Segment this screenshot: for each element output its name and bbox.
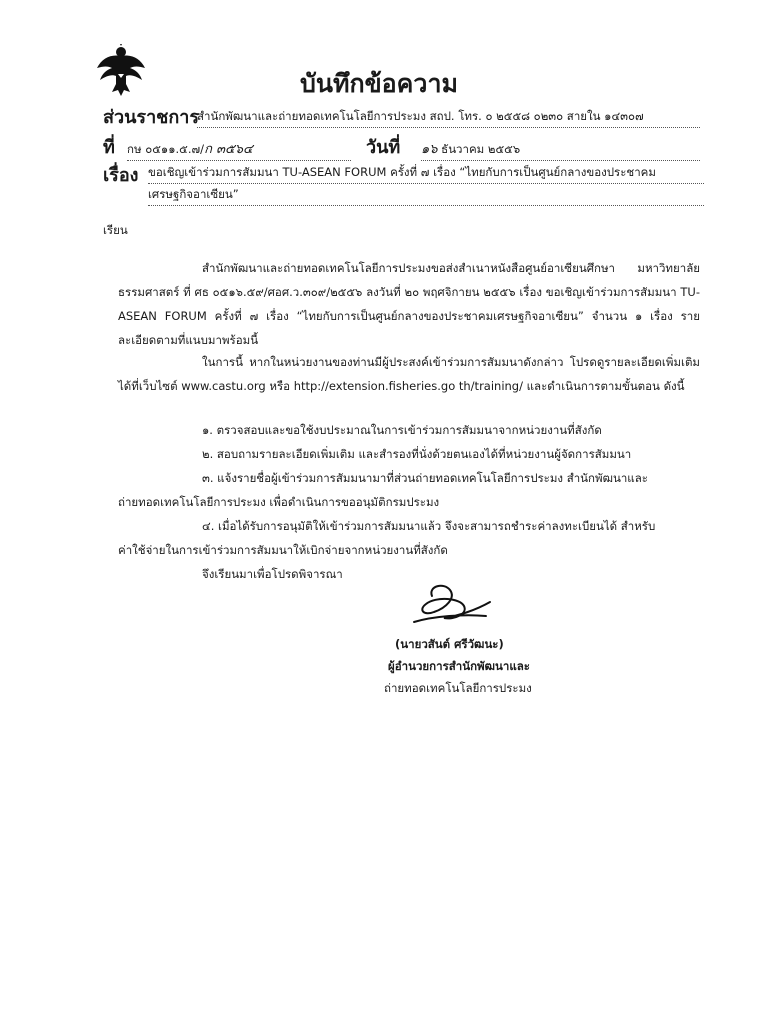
signatory-name: (นายวสันต์ ศรีวัฒนะ) <box>395 637 504 651</box>
step-item-1: ๑. ตรวจสอบและขอใช้งบประมาณในการเข้าร่วมการสัมมนาจากหน่วยงานที่สังกัด <box>202 423 602 437</box>
closing-line: จึงเรียนมาเพื่อโปรดพิจารณา <box>202 567 343 581</box>
garuda-emblem-icon <box>96 44 146 96</box>
paragraph-2-text: ในการนี้ หากในหน่วยงานของท่านมีผู้ประสงค์เข้าร่วมการสัมมนาดังกล่าว โปรดดูรายละเอียดเพิ่มเติมได้ที่เว็บไซต์ www.castu.org หรือ http://extension.fisheries.go th/training/ และดำเนินการตามขั้นตอน ดังนี้ <box>118 355 700 393</box>
reference-label: ที่ <box>103 137 115 158</box>
handwritten-signature <box>404 582 494 626</box>
agency-label: ส่วนราชการ <box>103 107 200 128</box>
subject-line-2: เศรษฐกิจอาเซียน” <box>148 186 704 206</box>
subject-label: เรื่อง <box>103 165 139 186</box>
date-value <box>421 138 700 161</box>
paragraph-1-text: สำนักพัฒนาและถ่ายทอดเทคโนโลยีการประมงขอส่งสำเนาหนังสือศูนย์อาเซียนศึกษา มหาวิทยาลัยธรรมศาสตร์ ที่ ศธ ๐๕๑๖.๕๙/ศอศ.ว.๓๐๙/๒๕๕๖ ลงวันที่ ๒๐ พฤศจิกายน ๒๕๕๖ เรื่อง ขอเชิญเข้าร่วมการสัมมนา TU-ASEAN FORUM ครั้งที่ ๗ เรื่อง “ไทยกับการเป็นศูนย์กลางของประชาคมเศรษฐกิจอาเซียน” จำนวน ๑ เรื่อง รายละเอียดตามที่แนบมาพร้อมนี้ <box>118 261 700 347</box>
salutation: เรียน <box>103 223 128 237</box>
agency-value: สำนักพัฒนาและถ่ายทอดเทคโนโลยีการประมง สถป. โทร. ๐ ๒๕๕๘ ๐๒๓๐ สายใน ๑๔๓๐๗ <box>197 108 700 128</box>
signatory-position-line-1: ผู้อำนวยการสำนักพัฒนาและ <box>388 659 530 673</box>
step-item-3-line-2: ถ่ายทอดเทคโนโลยีการประมง เพื่อดำเนินการขออนุมัติกรมประมง <box>118 495 440 509</box>
step-item-2: ๒. สอบถามรายละเอียดเพิ่มเติม และสำรองที่นั่งด้วยตนเองได้ที่หน่วยงานผู้จัดการสัมมนา <box>202 447 632 461</box>
signatory-position-line-2: ถ่ายทอดเทคโนโลยีการประมง <box>384 681 532 695</box>
date-month-year: ธันวาคม ๒๕๕๖ <box>437 142 521 156</box>
reference-number: กษ ๐๕๑๑.๕.๗/ <box>127 142 205 156</box>
step-item-3-line-1: ๓. แจ้งรายชื่อผู้เข้าร่วมการสัมมนามาที่ส่วนถ่ายทอดเทคโนโลยีการประมง สำนักพัฒนาและ <box>202 471 648 485</box>
document-title: บันทึกข้อความ <box>300 69 458 98</box>
step-item-4-line-1: ๔. เมื่อได้รับการอนุมัติให้เข้าร่วมการสัมมนาแล้ว จึงจะสามารถชำระค่าลงทะเบียนได้ สำหรับ <box>202 519 656 533</box>
paragraph-1 <box>118 256 700 352</box>
date-label: วันที่ <box>366 137 401 158</box>
subject-line-1: ขอเชิญเข้าร่วมการสัมมนา TU-ASEAN FORUM ครั้งที่ ๗ เรื่อง “ไทยกับการเป็นศูนย์กลางของประชาคม <box>148 164 704 184</box>
step-item-4-line-2: ค่าใช้จ่ายในการเข้าร่วมการสัมมนาให้เบิกจ่ายจากหน่วยงานที่สังกัด <box>118 543 448 557</box>
paragraph-2 <box>118 350 700 398</box>
reference-handwritten-number: ก ๓๕๖๔ <box>204 142 253 157</box>
reference-value <box>127 138 351 161</box>
date-day-handwritten: ๑๖ <box>421 142 438 157</box>
